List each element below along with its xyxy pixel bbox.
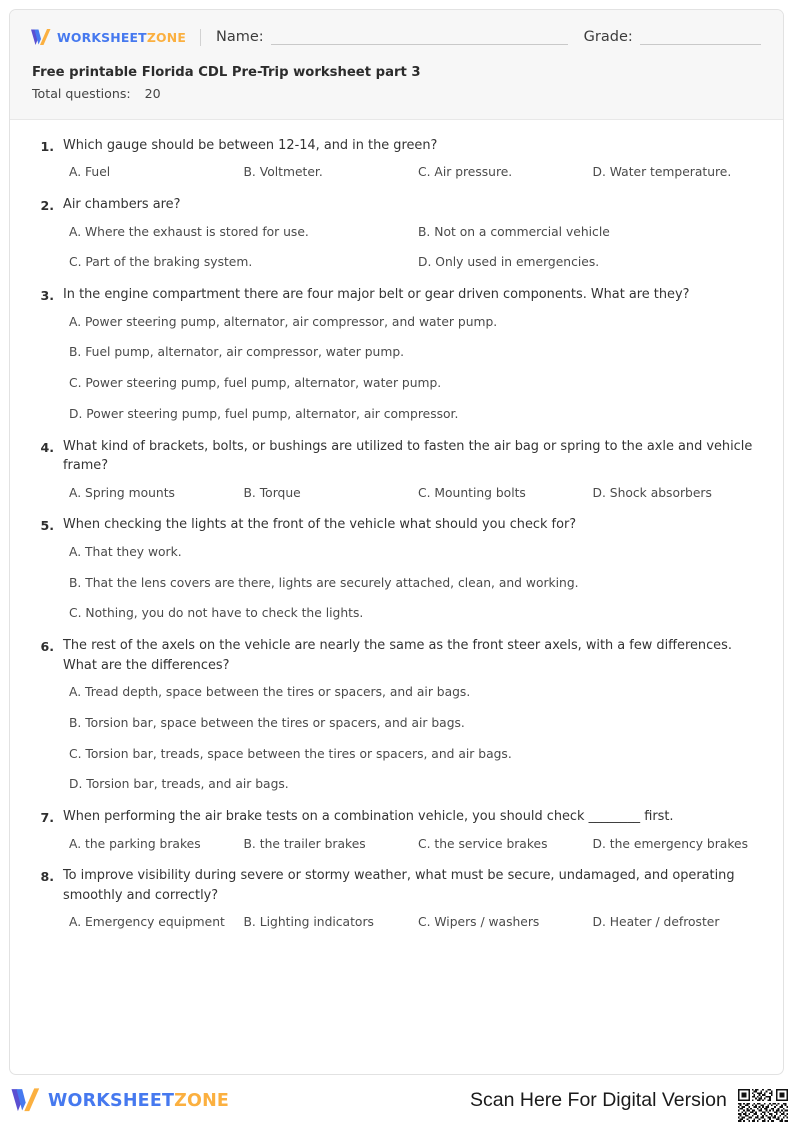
questions-list xyxy=(10,120,783,955)
brand-name-primary: WORKSHEET xyxy=(48,1090,175,1111)
question-number: 6. xyxy=(40,639,54,655)
option-choice[interactable]: A. Spring mounts xyxy=(69,485,175,500)
option-choice[interactable]: D. Only used in emergencies. xyxy=(418,255,600,270)
option-choice[interactable]: B. That the lens covers are there, lights are securely attached, clean, and working. xyxy=(69,575,579,590)
brand-name-secondary: ZONE xyxy=(174,1090,230,1111)
question-text: In the engine compartment there are four major belt or gear driven components. What are they? xyxy=(63,287,690,303)
option-choice[interactable]: C. Air pressure. xyxy=(418,165,513,180)
option-choice[interactable]: B. Voltmeter. xyxy=(243,165,323,180)
footer-brand-logo-text xyxy=(48,1091,229,1111)
worksheet-zone-logo-icon xyxy=(30,28,51,47)
question-body xyxy=(54,195,761,272)
option-list xyxy=(63,836,761,854)
option-choice[interactable]: B. Lighting indicators xyxy=(243,915,374,930)
option-choice[interactable]: C. Wipers / washers xyxy=(418,915,540,930)
option-choice[interactable]: A. Tread depth, space between the tires or spacers, and air bags. xyxy=(69,684,471,699)
option-choice[interactable]: D. Water temperature. xyxy=(592,165,732,180)
question-number: 4. xyxy=(40,439,54,455)
question-text: Which gauge should be between 12-14, and in the green? xyxy=(63,138,438,153)
option-choice[interactable]: D. Power steering pump, fuel pump, alternator, air compressor. xyxy=(69,407,459,422)
worksheet-sheet xyxy=(9,9,784,1075)
worksheet-header xyxy=(10,10,783,120)
question-item xyxy=(32,195,761,272)
option-list xyxy=(63,544,761,623)
name-input-line[interactable] xyxy=(271,30,568,45)
option-choice[interactable]: B. Not on a commercial vehicle xyxy=(418,224,610,239)
option-choice[interactable]: C. Mounting bolts xyxy=(418,485,526,500)
worksheet-footer xyxy=(0,1082,793,1122)
total-questions-row xyxy=(32,86,763,101)
option-choice[interactable]: A. Emergency equipment xyxy=(69,915,225,930)
option-choice[interactable]: C. Nothing, you do not have to check the lights. xyxy=(69,606,364,621)
name-field-label: Name: xyxy=(215,29,264,45)
question-number: 5. xyxy=(40,518,54,534)
footer-brand-logo xyxy=(10,1087,229,1114)
option-choice[interactable]: D. Shock absorbers xyxy=(592,485,712,500)
option-choice[interactable]: A. That they work. xyxy=(69,544,182,559)
question-number: 2. xyxy=(40,198,54,214)
grade-input-line[interactable] xyxy=(640,30,761,45)
question-item xyxy=(32,515,761,623)
option-choice[interactable]: B. Torque xyxy=(243,485,301,500)
option-list xyxy=(63,914,761,932)
option-choice[interactable]: C. Torsion bar, treads, space between the tires or spacers, and air bags. xyxy=(69,746,512,761)
option-choice[interactable]: D. Heater / defroster xyxy=(592,915,720,930)
option-choice[interactable]: A. the parking brakes xyxy=(69,836,201,851)
option-choice[interactable]: B. the trailer brakes xyxy=(243,836,366,851)
option-list xyxy=(63,224,761,273)
worksheet-zone-logo-icon xyxy=(10,1087,40,1114)
option-choice[interactable]: D. Torsion bar, treads, and air bags. xyxy=(69,777,289,792)
question-number: 8. xyxy=(40,869,54,885)
brand-logo xyxy=(30,28,186,47)
question-body xyxy=(54,437,761,503)
option-choice[interactable]: A. Where the exhaust is stored for use. xyxy=(69,224,309,239)
question-body xyxy=(54,515,761,623)
question-text: What kind of brackets, bolts, or bushings are utilized to fasten the air bag or spring to the axle and vehicle frame? xyxy=(63,438,753,474)
option-list xyxy=(63,314,761,424)
question-text: The rest of the axels on the vehicle are nearly the same as the front steer axels, with a few differences. What are the differences? xyxy=(63,638,732,673)
worksheet-title: Free printable Florida CDL Pre-Trip worksheet part 3 xyxy=(32,65,421,80)
option-choice[interactable]: D. the emergency brakes xyxy=(592,836,748,851)
option-list xyxy=(63,485,761,503)
question-item xyxy=(32,866,761,932)
option-choice[interactable]: B. Fuel pump, alternator, air compressor, water pump. xyxy=(69,345,405,360)
question-body xyxy=(54,807,761,853)
question-text: When checking the lights at the front of the vehicle what should you check for? xyxy=(63,517,577,533)
option-choice[interactable]: C. Power steering pump, fuel pump, alternator, water pump. xyxy=(69,376,442,391)
total-questions-label: Total questions: xyxy=(32,85,131,101)
total-questions-value: 20 xyxy=(144,85,161,101)
brand-name-primary: WORKSHEET xyxy=(57,29,147,45)
brand-name-secondary: ZONE xyxy=(146,29,186,45)
option-list xyxy=(63,684,761,794)
question-text: To improve visibility during severe or stormy weather, what must be secure, undamaged, and operating smoothly and correctly? xyxy=(63,868,735,903)
question-item xyxy=(32,437,761,503)
option-choice[interactable]: A. Power steering pump, alternator, air compressor, and water pump. xyxy=(69,314,498,329)
question-item xyxy=(32,136,761,182)
grade-field-label: Grade: xyxy=(583,29,633,45)
option-list xyxy=(63,164,761,182)
brand-logo-text xyxy=(57,30,186,45)
question-item xyxy=(32,636,761,794)
question-body xyxy=(54,636,761,794)
question-body xyxy=(54,866,761,932)
worksheet-title-block xyxy=(30,64,763,101)
option-choice[interactable]: C. the service brakes xyxy=(418,836,548,851)
question-body xyxy=(54,136,761,182)
question-item xyxy=(32,285,761,424)
question-text: When performing the air brake tests on a combination vehicle, you should check ________ first. xyxy=(63,809,674,825)
question-body xyxy=(54,285,761,424)
header-divider xyxy=(200,29,201,46)
question-number: 1. xyxy=(40,139,54,154)
option-choice[interactable]: B. Torsion bar, space between the tires or spacers, and air bags. xyxy=(69,715,465,730)
option-choice[interactable]: A. Fuel xyxy=(69,165,111,180)
question-item xyxy=(32,807,761,853)
scan-prompt-text: Scan Here For Digital Version xyxy=(470,1089,727,1111)
question-number: 3. xyxy=(40,288,54,304)
header-identity-row xyxy=(30,24,763,50)
question-number: 7. xyxy=(40,810,54,826)
question-text: Air chambers are? xyxy=(63,197,181,213)
option-choice[interactable]: C. Part of the braking system. xyxy=(69,255,253,270)
qr-code-icon[interactable] xyxy=(738,1089,788,1122)
